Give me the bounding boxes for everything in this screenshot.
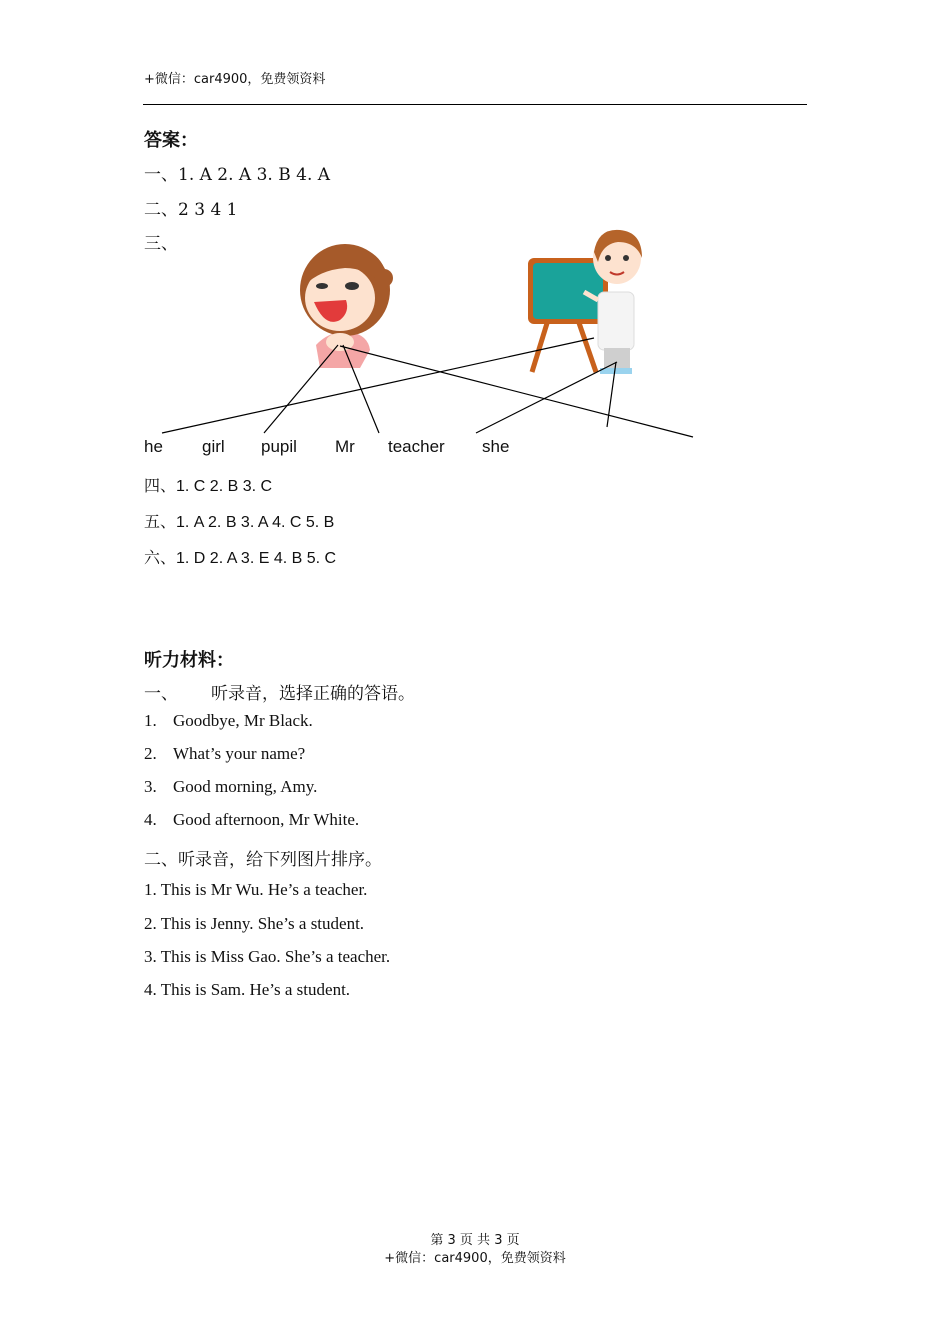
page-number: 第 3 页 共 3 页	[430, 1233, 520, 1248]
list-item-text: What’s your name?	[173, 744, 306, 763]
girl-picture	[300, 244, 393, 368]
list-item: 4. This is Sam. He’s a student.	[144, 980, 351, 999]
match-word-teacher: teacher	[388, 437, 445, 456]
list-item-num: 4.	[144, 810, 157, 829]
list-item: 3. This is Miss Gao. She’s a teacher.	[144, 947, 391, 966]
answer-line-5: 五、1. A 2. B 3. A 4. C 5. B	[144, 514, 335, 531]
answer-line-1: 一、1. A 2. A 3. B 4. A	[144, 165, 331, 185]
answer-line-2: 二、2 3 4 1	[144, 200, 238, 220]
footer-watermark: +微信：car4900，免费领资料	[384, 1251, 566, 1266]
match-word-pupil: pupil	[261, 437, 297, 456]
list-item-num: 1.	[144, 711, 157, 730]
header-watermark: +微信：car4900，免费领资料	[144, 72, 326, 87]
answers-title: 答案：	[144, 130, 198, 151]
list-item-text: Good morning, Amy.	[173, 777, 318, 796]
answer-line-4: 四、1. C 2. B 3. C	[144, 478, 273, 495]
list-item-num: 3.	[144, 777, 157, 796]
list-item-num: 2.	[144, 744, 157, 763]
listening-part2-heading: 二、听录音，给下列图片排序。	[144, 850, 382, 870]
answer-line-6: 六、1. D 2. A 3. E 4. B 5. C	[144, 550, 337, 567]
match-word-he: he	[144, 437, 163, 456]
teacher-picture	[528, 230, 642, 374]
listening-part1-heading: 听录音，选择正确的答语。	[211, 684, 415, 704]
match-word-she: she	[482, 437, 510, 456]
list-item-text: Goodbye, Mr Black.	[173, 711, 313, 730]
match-word-mr: Mr	[335, 437, 355, 456]
match-word-girl: girl	[202, 437, 225, 456]
list-item-text: Good afternoon, Mr White.	[173, 810, 360, 829]
listening-title: 听力材料：	[144, 650, 234, 671]
list-item: 1. This is Mr Wu. He’s a teacher.	[144, 880, 368, 899]
listening-part1-num: 一、	[144, 684, 178, 704]
answer-line-3-label: 三、	[144, 234, 178, 254]
matching-illustration	[0, 0, 950, 470]
list-item: 2. This is Jenny. She’s a student.	[144, 914, 365, 933]
